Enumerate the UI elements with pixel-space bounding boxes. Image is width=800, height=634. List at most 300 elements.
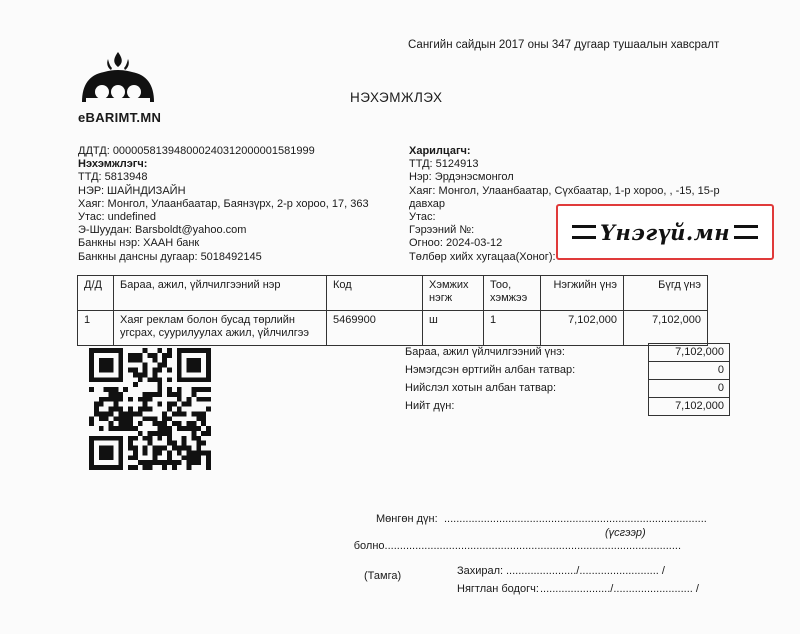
- seller-bank: Банкны нэр: ХААН банк: [78, 237, 200, 250]
- goods-label: Бараа, ажил үйлчилгээний үнэ:: [405, 346, 565, 358]
- qr-module: [177, 460, 182, 465]
- qr-module: [177, 446, 182, 451]
- seller-block: [78, 145, 369, 264]
- qr-module: [123, 411, 128, 416]
- accountant-line: ......................./.......................... /: [540, 583, 699, 595]
- sum-label: Нийт дүн:: [405, 400, 455, 412]
- qr-module: [128, 436, 133, 441]
- qr-module: [148, 460, 153, 465]
- logo-icon: [78, 48, 158, 106]
- qr-module: [133, 455, 138, 460]
- qr-module: [118, 426, 123, 431]
- qr-module: [187, 421, 192, 426]
- qr-module: [172, 411, 177, 416]
- qr-module: [148, 465, 153, 470]
- table-row: [78, 311, 708, 346]
- qr-module: [187, 402, 192, 407]
- qr-module: [157, 431, 162, 436]
- header-cell: Код: [327, 276, 423, 311]
- qr-module: [191, 411, 196, 416]
- buyer-date: Огноо: 2024-03-12: [409, 237, 503, 250]
- qr-module: [143, 363, 148, 368]
- qr-module: [109, 387, 114, 392]
- qr-module: [143, 465, 148, 470]
- qr-module: [167, 353, 172, 358]
- qr-module: [162, 460, 167, 465]
- qr-module: [167, 407, 172, 412]
- bolno-line: .................................................................................................болно: [353, 540, 681, 552]
- qr-module: [157, 377, 162, 382]
- buyer-heading: Харилцагч:: [409, 145, 471, 157]
- qr-module: [177, 421, 182, 426]
- qr-module: [89, 416, 94, 421]
- qr-module: [118, 407, 123, 412]
- qr-module: [152, 372, 157, 377]
- qr-module: [191, 392, 196, 397]
- qr-module: [196, 446, 201, 451]
- qr-module: [128, 421, 133, 426]
- qr-module: [196, 450, 201, 455]
- qr-module: [201, 450, 206, 455]
- qr-module: [162, 431, 167, 436]
- qr-module: [167, 431, 172, 436]
- header-cell: Д/Д: [78, 276, 114, 311]
- qr-module: [133, 436, 138, 441]
- qr-module: [157, 460, 162, 465]
- qr-module: [143, 348, 148, 353]
- qr-module: [157, 421, 162, 426]
- qr-module: [172, 446, 177, 451]
- logo-text: eBARIMT.MN: [78, 110, 162, 125]
- qr-module: [206, 407, 211, 412]
- qr-module: [148, 431, 153, 436]
- totals-row: [400, 398, 730, 416]
- qr-module: [152, 421, 157, 426]
- qr-module: [157, 382, 162, 387]
- qr-module: [196, 426, 201, 431]
- qr-module: [148, 436, 153, 441]
- qr-module: [162, 416, 167, 421]
- qr-module: [157, 368, 162, 373]
- qr-module: [187, 426, 192, 431]
- table-header-row: [78, 276, 708, 311]
- seal-label: (Тамга): [364, 570, 402, 582]
- words-label: (үсгээр): [605, 527, 646, 539]
- qr-module: [128, 411, 133, 416]
- buyer-address-line1: Хаяг: Монгол, Улаанбаатар, Сүхбаатар, 1-р хороо, , -15, 15-р: [409, 184, 720, 197]
- qr-module: [128, 368, 133, 373]
- qr-module: [128, 455, 133, 460]
- qr-module: [109, 407, 114, 412]
- qr-module: [104, 387, 109, 392]
- qr-module: [133, 372, 138, 377]
- qr-module: [133, 411, 138, 416]
- qr-module: [167, 450, 172, 455]
- qr-code: [89, 348, 211, 473]
- header-cell: Бүгд үнэ: [624, 276, 708, 311]
- qr-module: [113, 407, 118, 412]
- qr-module: [182, 411, 187, 416]
- qr-module: [138, 460, 143, 465]
- qr-module: [177, 450, 182, 455]
- accountant-label: Нягтлан бодогч:: [457, 583, 539, 595]
- qr-module: [201, 441, 206, 446]
- qr-module: [128, 358, 133, 363]
- qr-module: [157, 426, 162, 431]
- qr-module: [196, 460, 201, 465]
- cell-unit-price: 7,102,000: [541, 311, 624, 346]
- qr-module: [128, 407, 133, 412]
- qr-module: [118, 411, 123, 416]
- qr-module: [143, 407, 148, 412]
- qr-module: [128, 441, 133, 446]
- qr-module: [206, 465, 211, 470]
- qr-module: [191, 431, 196, 436]
- qr-module: [109, 411, 114, 416]
- qr-module: [182, 426, 187, 431]
- qr-module: [201, 421, 206, 426]
- totals-row: [400, 380, 730, 398]
- qr-module: [182, 446, 187, 451]
- qr-module: [133, 368, 138, 373]
- buyer-contract: Гэрээний №:: [409, 224, 475, 237]
- qr-module: [182, 402, 187, 407]
- qr-module: [113, 426, 118, 431]
- qr-module: [201, 416, 206, 421]
- qr-module: [109, 426, 114, 431]
- qr-module: [99, 411, 104, 416]
- cell-total: 7,102,000: [624, 311, 708, 346]
- qr-module: [104, 411, 109, 416]
- buyer-address-line2: давхар: [409, 197, 445, 210]
- qr-module: [206, 460, 211, 465]
- watermark-stamp: [556, 204, 774, 260]
- qr-module: [196, 436, 201, 441]
- wing-right-icon: [734, 225, 758, 239]
- city-tax-value: 0: [649, 380, 730, 398]
- qr-module: [152, 377, 157, 382]
- qr-module: [133, 426, 138, 431]
- qr-module: [206, 397, 211, 402]
- qr-module: [133, 446, 138, 451]
- qr-module: [201, 397, 206, 402]
- qr-module: [162, 426, 167, 431]
- cell-unit: ш: [423, 311, 484, 346]
- vat-label: Нэмэгдсэн өртгийн албан татвар:: [405, 364, 576, 376]
- qr-module: [152, 450, 157, 455]
- qr-module: [167, 368, 172, 373]
- seller-phone: Утас: undefined: [78, 211, 156, 224]
- qr-module: [123, 421, 128, 426]
- qr-module: [152, 368, 157, 373]
- qr-module: [162, 353, 167, 358]
- qr-module: [191, 450, 196, 455]
- qr-module: [99, 426, 104, 431]
- qr-module: [191, 455, 196, 460]
- qr-module: [138, 421, 143, 426]
- qr-module: [196, 387, 201, 392]
- qr-module: [148, 353, 153, 358]
- qr-module: [182, 436, 187, 441]
- qr-module: [138, 407, 143, 412]
- director-label: Захирал:: [457, 565, 504, 577]
- qr-module: [99, 358, 114, 373]
- qr-module: [109, 392, 114, 397]
- qr-module: [177, 407, 182, 412]
- qr-module: [187, 460, 192, 465]
- buyer-phone: Утас:: [409, 211, 436, 224]
- qr-module: [143, 460, 148, 465]
- seller-address: Хаяг: Монгол, Улаанбаатар, Баянзүрх, 2-р хороо, 17, 363: [78, 197, 369, 210]
- header-cell: Нэгжийн үнэ: [541, 276, 624, 311]
- qr-module: [99, 416, 104, 421]
- qr-module: [94, 411, 99, 416]
- qr-module: [172, 402, 177, 407]
- qr-module: [187, 465, 192, 470]
- totals-row: [400, 344, 730, 362]
- qr-module: [206, 431, 211, 436]
- qr-module: [128, 416, 133, 421]
- qr-module: [143, 446, 148, 451]
- qr-module: [118, 416, 123, 421]
- qr-module: [99, 402, 104, 407]
- qr-module: [138, 397, 143, 402]
- qr-module: [157, 450, 162, 455]
- qr-module: [152, 392, 157, 397]
- qr-module: [191, 421, 196, 426]
- qr-module: [191, 436, 196, 441]
- qr-module: [143, 397, 148, 402]
- qr-module: [167, 436, 172, 441]
- qr-module: [191, 460, 196, 465]
- vat-value: 0: [649, 362, 730, 380]
- qr-module: [167, 416, 172, 421]
- qr-module: [162, 421, 167, 426]
- qr-module: [109, 397, 114, 402]
- qr-module: [167, 348, 172, 353]
- seller-email: Э-Шуудан: Barsboldt@yahoo.com: [78, 224, 247, 237]
- qr-module: [201, 431, 206, 436]
- qr-module: [118, 392, 123, 397]
- cell-qty: 1: [484, 311, 541, 346]
- qr-module: [152, 416, 157, 421]
- qr-module: [172, 441, 177, 446]
- qr-module: [89, 387, 94, 392]
- qr-module: [201, 411, 206, 416]
- qr-module: [94, 402, 99, 407]
- header-cell: Бараа, ажил, үйлчилгээний нэр: [114, 276, 327, 311]
- qr-module: [104, 416, 109, 421]
- seller-account: Банкны дансны дугаар: 5018492145: [78, 250, 262, 263]
- qr-module: [143, 368, 148, 373]
- qr-module: [133, 465, 138, 470]
- qr-module: [128, 446, 133, 451]
- qr-module: [177, 397, 182, 402]
- qr-module: [172, 465, 177, 470]
- money-line: ......................................................................................: [444, 513, 707, 525]
- qr-module: [167, 426, 172, 431]
- qr-module: [196, 441, 201, 446]
- qr-module: [113, 392, 118, 397]
- qr-module: [191, 387, 196, 392]
- qr-module: [167, 387, 172, 392]
- qr-module: [191, 426, 196, 431]
- qr-module: [128, 426, 133, 431]
- money-label: Мөнгөн дүн:: [376, 513, 438, 525]
- watermark-text: Үнэгүй.мн: [599, 219, 731, 245]
- qr-module: [143, 372, 148, 377]
- qr-module: [157, 436, 162, 441]
- qr-module: [206, 387, 211, 392]
- qr-module: [148, 377, 153, 382]
- qr-module: [196, 455, 201, 460]
- document-title: НЭХЭМЖЛЭХ: [350, 90, 443, 105]
- qr-module: [148, 416, 153, 421]
- qr-module: [187, 455, 192, 460]
- qr-module: [157, 387, 162, 392]
- qr-module: [157, 348, 162, 353]
- qr-module: [113, 402, 118, 407]
- qr-module: [118, 397, 123, 402]
- sum-value: 7,102,000: [649, 398, 730, 416]
- qr-module: [143, 436, 148, 441]
- qr-module: [99, 397, 104, 402]
- qr-module: [167, 455, 172, 460]
- qr-module: [138, 372, 143, 377]
- qr-module: [123, 426, 128, 431]
- goods-value: 7,102,000: [649, 344, 730, 362]
- qr-module: [143, 392, 148, 397]
- qr-module: [177, 426, 182, 431]
- qr-module: [206, 426, 211, 431]
- qr-module: [143, 416, 148, 421]
- qr-module: [196, 416, 201, 421]
- qr-module: [152, 358, 157, 363]
- qr-module: [143, 450, 148, 455]
- qr-module: [133, 450, 138, 455]
- qr-module: [148, 441, 153, 446]
- qr-module: [128, 465, 133, 470]
- items-table: [77, 275, 708, 346]
- qr-module: [177, 411, 182, 416]
- qr-module: [118, 421, 123, 426]
- cell-code: 5469900: [327, 311, 423, 346]
- qr-module: [206, 455, 211, 460]
- buyer-ttd: ТТД: 5124913: [409, 158, 479, 171]
- qr-module: [182, 455, 187, 460]
- qr-module: [104, 397, 109, 402]
- qr-module: [187, 358, 202, 373]
- ebarimt-logo: [78, 48, 162, 130]
- qr-module: [196, 411, 201, 416]
- qr-module: [123, 416, 128, 421]
- qr-module: [89, 421, 94, 426]
- qr-module: [138, 411, 143, 416]
- cell-name: Хаяг реклам болон бусад төрлийн угсрах, суурилуулах ажил, үйлчилгээ: [114, 311, 327, 346]
- qr-module: [133, 382, 138, 387]
- qr-module: [172, 460, 177, 465]
- qr-module: [187, 446, 192, 451]
- qr-module: [94, 407, 99, 412]
- cell-no: 1: [78, 311, 114, 346]
- qr-module: [187, 450, 192, 455]
- qr-module: [167, 441, 172, 446]
- qr-module: [162, 358, 167, 363]
- director-line: ......................./.......................... /: [506, 565, 665, 577]
- qr-module: [206, 450, 211, 455]
- totals-table: [400, 343, 730, 416]
- seller-name: НЭР: ШАЙНДИЗАЙН: [78, 184, 186, 197]
- qr-module: [148, 407, 153, 412]
- qr-module: [138, 358, 143, 363]
- qr-module: [152, 455, 157, 460]
- qr-module: [157, 402, 162, 407]
- qr-module: [109, 421, 114, 426]
- header-cell: Хэмжих нэгж: [423, 276, 484, 311]
- totals-row: [400, 362, 730, 380]
- qr-module: [177, 387, 182, 392]
- qr-module: [152, 446, 157, 451]
- qr-module: [167, 392, 172, 397]
- qr-module: [172, 421, 177, 426]
- qr-module: [128, 353, 133, 358]
- buyer-term: Төлбөр хийх хугацаа(Хоног):: [409, 250, 556, 263]
- qr-module: [167, 377, 172, 382]
- qr-module: [157, 363, 162, 368]
- header-cell: Тоо, хэмжээ: [484, 276, 541, 311]
- qr-module: [128, 397, 133, 402]
- qr-module: [152, 353, 157, 358]
- qr-module: [138, 377, 143, 382]
- qr-module: [172, 392, 177, 397]
- order-note: Сангийн сайдын 2017 оны 347 дугаар тушаалын хавсралт: [408, 39, 720, 51]
- qr-module: [187, 397, 192, 402]
- qr-module: [143, 402, 148, 407]
- qr-module: [138, 431, 143, 436]
- qr-module: [182, 441, 187, 446]
- qr-module: [133, 358, 138, 363]
- wing-left-icon: [572, 225, 596, 239]
- qr-module: [162, 465, 167, 470]
- seller-heading: Нэхэмжлэгч:: [78, 158, 148, 171]
- ddtd: ДДТД: 000005813948000240312000001581999: [78, 145, 315, 157]
- qr-module: [162, 411, 167, 416]
- seller-ttd: ТТД: 5813948: [78, 171, 148, 184]
- qr-module: [152, 431, 157, 436]
- qr-module: [162, 363, 167, 368]
- qr-module: [167, 460, 172, 465]
- qr-module: [157, 392, 162, 397]
- buyer-name: Нэр: Эрдэнэсмонгол: [409, 171, 514, 184]
- qr-module: [162, 446, 167, 451]
- qr-module: [148, 397, 153, 402]
- qr-module: [113, 387, 118, 392]
- qr-module: [133, 353, 138, 358]
- qr-module: [152, 460, 157, 465]
- qr-module: [138, 353, 143, 358]
- qr-module: [148, 392, 153, 397]
- qr-module: [177, 392, 182, 397]
- qr-module: [99, 446, 114, 461]
- qr-module: [113, 416, 118, 421]
- qr-module: [113, 397, 118, 402]
- city-tax-label: Нийслэл хотын албан татвар:: [405, 382, 556, 394]
- qr-module: [201, 387, 206, 392]
- qr-module: [123, 387, 128, 392]
- qr-module: [196, 397, 201, 402]
- qr-module: [157, 446, 162, 451]
- qr-module: [167, 402, 172, 407]
